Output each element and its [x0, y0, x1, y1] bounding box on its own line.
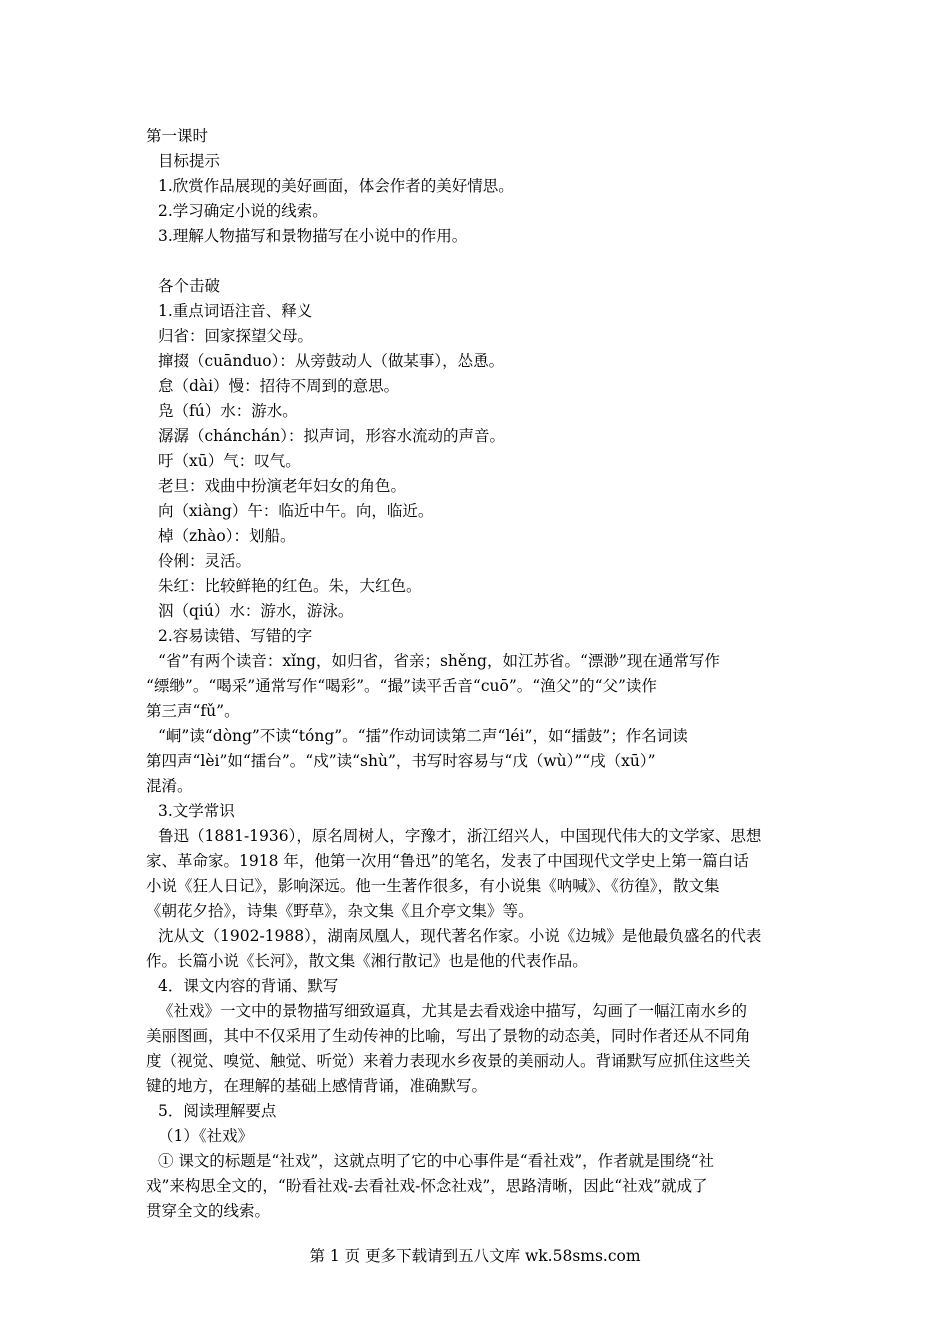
recite-line: 美丽图画，其中不仅采用了生动传神的比喻，写出了景物的动态美，同时作者还从不同角 — [146, 1027, 751, 1045]
luxun-line: 小说《狂人日记》，影响深远。他一生著作很多，有小说集《呐喊》、《彷徨》，散文集 — [146, 877, 720, 895]
misread-para2-line: “峒”读“dòng”不读“tóng”。“擂”作动词读第二声“léi”，如“擂鼓”；作名词读 — [158, 727, 688, 745]
goal-item: 3.理解人物描写和景物描写在小说中的作用。 — [158, 227, 468, 245]
recite-heading: 4．课文内容的背诵、默写 — [158, 977, 339, 995]
misread-para1-line: 第三声“fǔ”。 — [146, 702, 240, 720]
vocab-item: 向（xiàng）午：临近中午。向，临近。 — [158, 502, 434, 520]
page-footer: 第 1 页 更多下载请到五八文库 wk.58sms.com — [309, 1247, 641, 1265]
goals-heading: 目标提示 — [158, 152, 221, 170]
luxun-line: 家、革命家。1918 年，他第一次用“鲁迅”的笔名，发表了中国现代文学史上第一篇白话 — [146, 852, 749, 870]
misread-para1-line: “省”有两个读音：xǐng，如归省，省亲；shěng，如江苏省。“漂渺”现在通常写作 — [158, 652, 720, 670]
recite-line: 《社戏》一文中的景物描写细致逼真，尤其是去看戏途中描写，勾画了一幅江南水乡的 — [158, 1002, 748, 1020]
vocab-item: 吁（xū）气：叹气。 — [158, 452, 301, 470]
vocab-item: 潺潺（chánchán）：拟声词，形容水流动的声音。 — [158, 427, 506, 445]
vocab-item: 伶俐：灵活。 — [158, 552, 252, 570]
reading-line: 戏”来构思全文的，“盼看社戏-去看社戏-怀念社戏”，思路清晰，因此“社戏”就成了 — [146, 1177, 708, 1195]
reading-heading: 5．阅读理解要点 — [158, 1102, 277, 1120]
lit-heading: 3.文学常识 — [158, 802, 235, 820]
misread-heading: 2.容易读错、写错的字 — [158, 627, 313, 645]
vocab-item: 泅（qiú）水：游水，游泳。 — [158, 602, 354, 620]
goal-item: 2.学习确定小说的线索。 — [158, 202, 328, 220]
vocab-item: 怠（dài）慢：招待不周到的意思。 — [158, 377, 400, 395]
vocab-item: 撺掇（cuānduo）：从旁鼓动人（做某事），怂恿。 — [158, 352, 505, 370]
misread-para2-line: 混淆。 — [146, 777, 193, 795]
spacer — [146, 249, 806, 274]
reading-line: ① 课文的标题是“社戏”，这就点明了它的中心事件是“看社戏”，作者就是围绕“社 — [158, 1152, 715, 1170]
vocab-item: 归省：回家探望父母。 — [158, 327, 314, 345]
vocab-item: 朱红：比较鲜艳的红色。朱，大红色。 — [158, 577, 422, 595]
recite-line: 键的地方，在理解的基础上感情背诵，准确默写。 — [146, 1077, 488, 1095]
reading-subheading: （1）《社戏》 — [158, 1127, 254, 1145]
document-body — [146, 124, 806, 1224]
breakthrough-heading: 各个击破 — [158, 277, 221, 295]
vocab-item: 棹（zhào）：划船。 — [158, 527, 296, 545]
goal-item: 1.欣赏作品展现的美好画面，体会作者的美好情思。 — [158, 177, 514, 195]
recite-line: 度（视觉、嗅觉、触觉、听觉）来着力表现水乡夜景的美丽动人。背诵默写应抓住这些关 — [146, 1052, 751, 1070]
vocab-item: 老旦：戏曲中扮演老年妇女的角色。 — [158, 477, 407, 495]
vocab-heading: 1.重点词语注音、释义 — [158, 302, 313, 320]
misread-para1-line: “缥缈”。“喝采”通常写作“喝彩”。“撮”读平舌音“cuō”。“渔父”的“父”读作 — [146, 677, 657, 695]
vocab-item: 凫（fú）水：游水。 — [158, 402, 298, 420]
luxun-line: 《朝花夕拾》，诗集《野草》，杂文集《且介亭文集》等。 — [146, 902, 534, 920]
lesson-title: 第一课时 — [146, 127, 209, 145]
shen-line: 作。长篇小说《长河》，散文集《湘行散记》也是他的代表作品。 — [146, 952, 588, 970]
reading-line: 贯穿全文的线索。 — [146, 1202, 271, 1220]
misread-para2-line: 第四声“lèi”如“擂台”。“戍”读“shù”，书写时容易与“戊（wù）”“戌（xū）” — [146, 752, 656, 770]
luxun-line: 鲁迅（1881-1936），原名周树人，字豫才，浙江绍兴人，中国现代伟大的文学家、思想 — [158, 827, 762, 845]
shen-line: 沈从文（1902-1988），湖南凤凰人，现代著名作家。小说《边城》是他最负盛名的代表 — [158, 927, 762, 945]
